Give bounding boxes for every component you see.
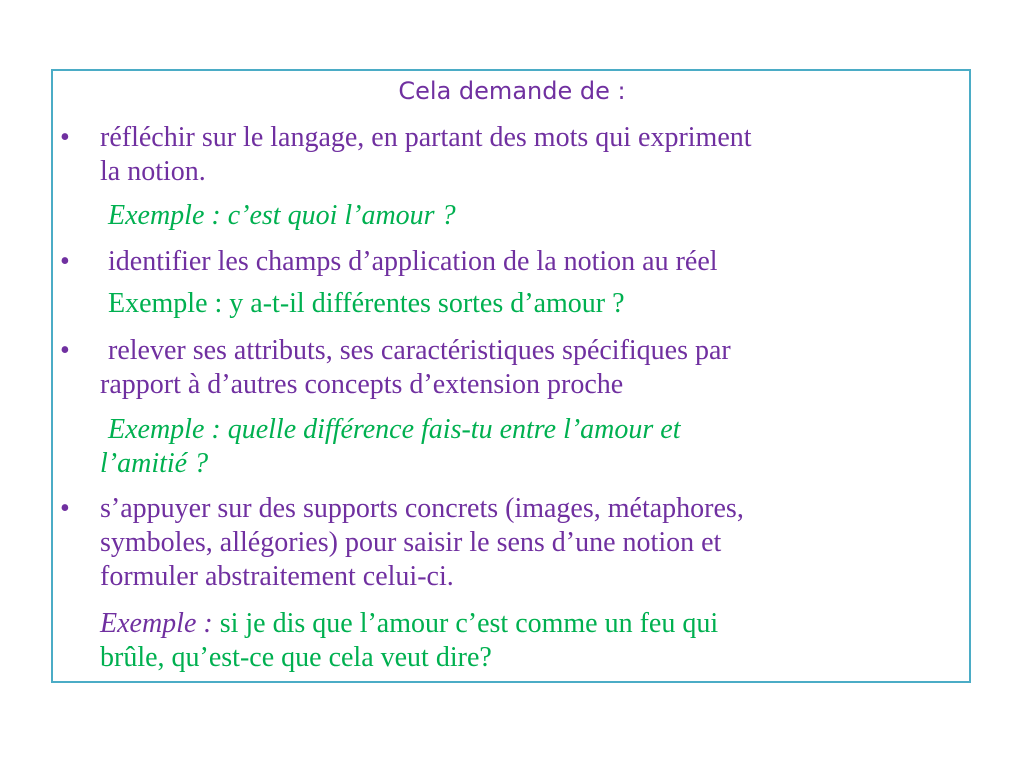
item-3-example-line-1: Exemple : quelle différence fais-tu entre l’amour et bbox=[108, 414, 681, 445]
item-4-example-line-1 bbox=[100, 607, 718, 641]
bullet-1: • bbox=[60, 122, 70, 153]
item-1-line-1: réfléchir sur le langage, en partant des mots qui expriment bbox=[100, 122, 752, 153]
item-4-line-3: formuler abstraitement celui-ci. bbox=[100, 561, 454, 592]
item-3-line-1: relever ses attributs, ses caractéristiques spécifiques par bbox=[108, 335, 731, 366]
item-4-example-line-2: brûle, qu’est-ce que cela veut dire? bbox=[100, 642, 492, 673]
item-2-line-1: identifier les champs d’application de la notion au réel bbox=[108, 246, 718, 277]
item-4-example-text: si je dis que l’amour c’est comme un feu qui bbox=[219, 608, 719, 639]
bullet-4: • bbox=[60, 493, 70, 524]
slide-heading: Cela demande de : bbox=[398, 77, 626, 105]
item-1-example: Exemple : c’est quoi l’amour ? bbox=[108, 200, 456, 231]
item-4-example-label: Exemple : bbox=[100, 608, 213, 639]
item-3-line-2: rapport à d’autres concepts d’extension proche bbox=[100, 369, 624, 400]
item-4-line-2: symboles, allégories) pour saisir le sens d’une notion et bbox=[100, 527, 722, 558]
bullet-2: • bbox=[60, 246, 70, 277]
item-4-line-1: s’appuyer sur des supports concrets (images, métaphores, bbox=[100, 493, 744, 524]
item-1-line-2: la notion. bbox=[100, 156, 206, 187]
bullet-3: • bbox=[60, 335, 70, 366]
item-2-example: Exemple : y a-t-il différentes sortes d’amour ? bbox=[108, 288, 625, 319]
item-3-example-line-2: l’amitié ? bbox=[100, 448, 209, 479]
